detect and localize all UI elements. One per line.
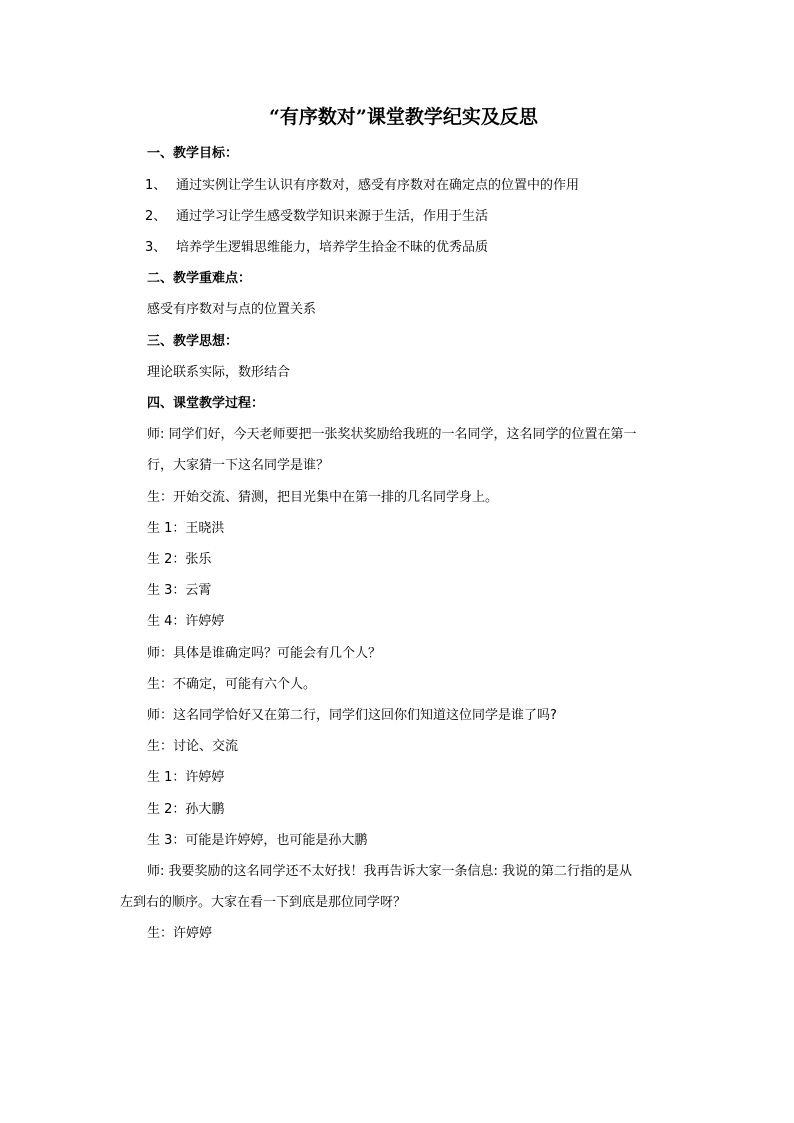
dialogue-line: 生：讨论、交流 — [147, 739, 239, 754]
dialogue-line: 行，大家猜一下这名同学是谁？ — [147, 458, 330, 473]
dialogue-line: 师：具体是谁确定吗？可能会有几个人？ — [147, 646, 382, 661]
dialogue-line: 师: 同学们好，今天老师要把一张奖状奖励给我班的一名同学，这名同学的位置在第一 — [147, 427, 637, 442]
page-title: “有序数对”课堂教学纪实及反思 — [269, 106, 538, 128]
dialogue-line: 生 2：张乐 — [147, 552, 212, 567]
section-heading-objectives: 一、教学目标： — [147, 146, 239, 161]
objective-number: 1、 — [145, 178, 167, 193]
section-heading-process: 四、课堂教学过程： — [147, 396, 265, 411]
objective-text: 通过实例让学生认识有序数对，感受有序数对在确定点的位置中的作用 — [176, 178, 580, 193]
dialogue-line: 生：许婷婷 — [147, 926, 213, 941]
dialogue-line: 生 3：云霄 — [147, 583, 212, 598]
section-body-thinking: 理论联系实际，数形结合 — [147, 365, 291, 380]
objective-number: 3、 — [145, 240, 167, 255]
section-heading-key-points: 二、教学重难点： — [147, 271, 252, 286]
section-heading-thinking: 三、教学思想： — [147, 334, 239, 349]
objective-number: 2、 — [145, 209, 167, 224]
dialogue-line: 师: 我要奖励的这名同学还不太好找！我再告诉大家一条信息: 我说的第二行指的是从 — [147, 864, 633, 879]
dialogue-line: 生 2：孙大鹏 — [147, 802, 225, 817]
dialogue-line: 生：不确定，可能有六个人。 — [147, 677, 317, 692]
dialogue-line: 生 1：许婷婷 — [147, 770, 225, 785]
dialogue-line: 生：开始交流、猜测，把目光集中在第一排的几名同学身上。 — [147, 490, 499, 505]
dialogue-line: 生 1：王晓洪 — [147, 521, 225, 536]
dialogue-line: 生 4：许婷婷 — [147, 614, 225, 629]
dialogue-line: 左到右的顺序。大家在看一下到底是那位同学呀？ — [120, 895, 407, 910]
dialogue-line: 师：这名同学恰好又在第二行，同学们这回你们知道这位同学是谁了吗? — [147, 708, 557, 723]
objective-text: 通过学习让学生感受数学知识来源于生活，作用于生活 — [176, 209, 489, 224]
dialogue-line: 生 3：可能是许婷婷，也可能是孙大鹏 — [147, 833, 368, 848]
objective-text: 培养学生逻辑思维能力，培养学生拾金不昧的优秀品质 — [176, 240, 489, 255]
section-body-key-points: 感受有序数对与点的位置关系 — [147, 302, 317, 317]
